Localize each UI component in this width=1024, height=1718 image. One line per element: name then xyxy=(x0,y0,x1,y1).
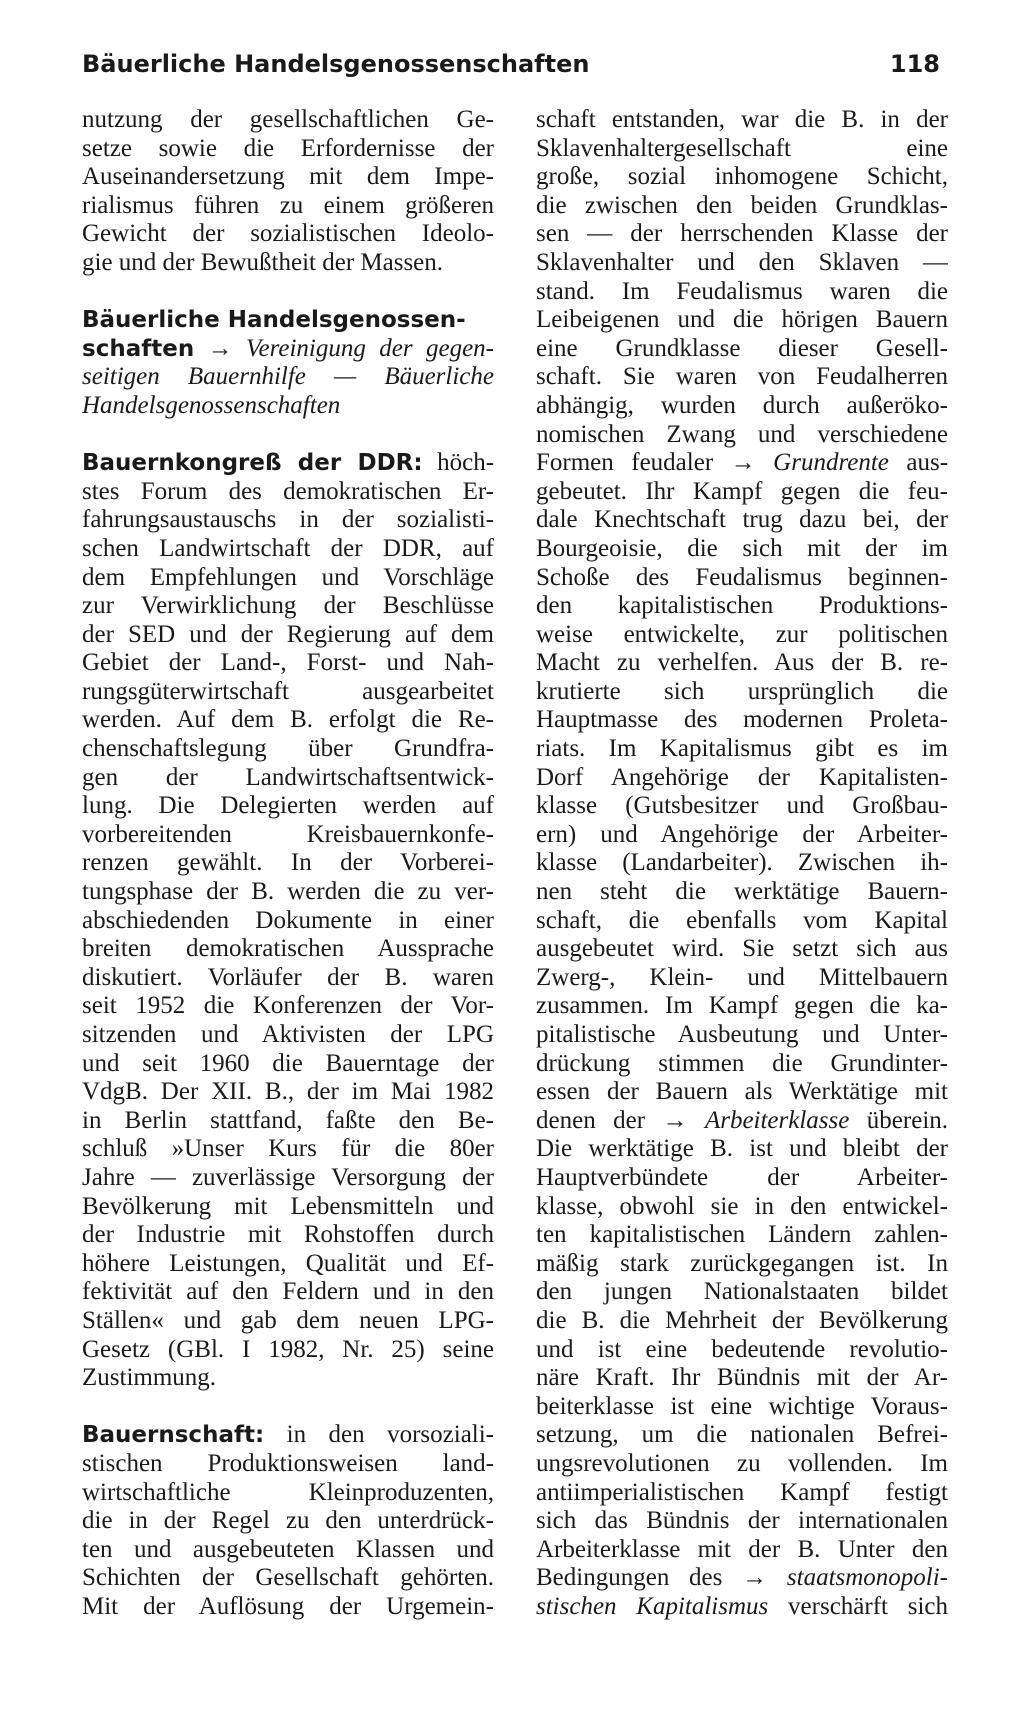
text-line xyxy=(536,1564,948,1593)
body-text: verschärft sich xyxy=(788,1592,948,1620)
text-line: eine Grundklasse dieser Gesell- xyxy=(536,334,948,362)
text-line: der SED und der Regierung auf dem xyxy=(82,620,494,648)
text-line: fektivität auf den Feldern und in den xyxy=(82,1278,494,1306)
text-line: sen — der herrschenden Klasse der xyxy=(536,220,948,248)
text-line: abschiedenden Dokumente in einer xyxy=(82,906,494,934)
text-line: weise entwickelte, zur politischen xyxy=(536,620,948,648)
text-line: näre Kraft. Ihr Bündnis mit der Ar- xyxy=(536,1364,948,1392)
cross-reference-arrow: → xyxy=(730,449,756,477)
text-line: Leibeigenen und die hörigen Bauern xyxy=(536,306,948,334)
text-line: chenschaftslegung über Grundfra- xyxy=(82,735,494,763)
text-line: rialismus führen zu einem größeren xyxy=(82,191,494,219)
text-line: Hauptverbündete der Arbeiter- xyxy=(536,1163,948,1191)
text-line: Dorf Angehörige der Kapitalisten- xyxy=(536,763,948,791)
text-line: mäßig stark zurückgegangen ist. In xyxy=(536,1249,948,1277)
text-line: drückung stimmen die Grundinter- xyxy=(536,1049,948,1077)
text-line: antiimperialistischen Kampf festigt xyxy=(536,1478,948,1506)
cross-reference-arrow: → xyxy=(207,334,233,362)
text-line: Schoße des Feudalismus beginnen- xyxy=(536,563,948,591)
text-line: in Berlin stattfand, faßte den Be- xyxy=(82,1106,494,1134)
body-text: Formen feudaler xyxy=(536,449,714,477)
entry-headword: Bauernkongreß der DDR: xyxy=(82,450,423,477)
entry-handelsgenossenschaften xyxy=(82,306,494,420)
text-line: dem Empfehlungen und Vorschläge xyxy=(82,563,494,591)
text-line: höhere Leistungen, Qualität und Ef- xyxy=(82,1249,494,1277)
text-line: lung. Die Delegierten werden auf xyxy=(82,792,494,820)
text-line: Mit der Auflösung der Urgemein- xyxy=(82,1592,494,1620)
text-line: Hauptmasse des modernen Proleta- xyxy=(536,706,948,734)
text-line: große, sozial inhomogene Schicht, xyxy=(536,163,948,191)
text-line: VdgB. Der XII. B., der im Mai 1982 xyxy=(82,1078,494,1106)
text-line: Bevölkerung mit Lebensmitteln und xyxy=(82,1192,494,1220)
body-text: höch- xyxy=(437,449,494,477)
text-line: seit 1952 die Konferenzen der Vor- xyxy=(82,992,494,1020)
text-line: zur Verwirklichung der Beschlüsse xyxy=(82,592,494,620)
text-line: stand. Im Feudalismus waren die xyxy=(536,277,948,305)
entry-headword: Bäuerliche Handelsgenossen- xyxy=(82,307,466,334)
text-line: Sklavenhalter und den Sklaven — xyxy=(536,248,948,276)
text-line: und ist eine bedeutende revolutio- xyxy=(536,1335,948,1363)
running-title: Bäuerliche Handelsgenossenschaften xyxy=(82,50,590,78)
text-line: sich das Bündnis der internationalen xyxy=(536,1507,948,1535)
text-line: klasse (Gutsbesitzer und Großbau- xyxy=(536,792,948,820)
cross-reference-link[interactable]: Grundrente xyxy=(773,449,889,477)
text-line: dale Knechtschaft trug dazu bei, der xyxy=(536,506,948,534)
text-line: stischen Produktionsweisen land- xyxy=(82,1449,494,1477)
text-line: nomischen Zwang und verschiedene xyxy=(536,420,948,448)
text-line: schaft, die ebenfalls vom Kapital xyxy=(536,906,948,934)
text-line: schaft entstanden, war die B. in der xyxy=(536,106,948,133)
cross-reference-link[interactable]: Handelsgenossenschaften xyxy=(82,391,341,419)
cross-reference-link[interactable]: Vereinigung der gegen- xyxy=(245,334,494,362)
text-line: pitalistische Ausbeutung und Unter- xyxy=(536,1021,948,1048)
text-line: ausgebeutet wird. Sie setzt sich aus xyxy=(536,935,948,963)
text-line: breiten demokratischen Aussprache xyxy=(82,935,494,963)
text-line: Jahre — zuverlässige Versorgung der xyxy=(82,1163,494,1191)
text-line: und seit 1960 die Bauerntage der xyxy=(82,1049,494,1077)
entry-bauernkongress xyxy=(82,449,494,1393)
paragraph-gap xyxy=(82,1393,494,1422)
text-line: sitzenden und Aktivisten der LPG xyxy=(82,1021,494,1048)
text-line: nutzung der gesellschaftlichen Ge- xyxy=(82,106,494,133)
text-line: ungsrevolutionen zu vollenden. Im xyxy=(536,1449,948,1477)
cross-reference-link[interactable]: stischen Kapitalismus xyxy=(536,1592,769,1620)
text-line: zusammen. Im Kampf gegen die ka- xyxy=(536,992,948,1020)
text-line: Arbeiterklasse mit der B. Unter den xyxy=(536,1535,948,1563)
text-line: klasse (Landarbeiter). Zwischen ih- xyxy=(536,849,948,877)
text-line: setzung, um die nationalen Befrei- xyxy=(536,1421,948,1449)
text-line: gie und der Bewußtheit der Massen. xyxy=(82,248,444,276)
page-number: 118 xyxy=(889,50,940,78)
text-line xyxy=(82,306,494,335)
text-line: schluß »Unser Kurs für die 80er xyxy=(82,1135,494,1163)
text-line xyxy=(536,1593,948,1622)
text-line: gebeutet. Ihr Kampf gegen die feu- xyxy=(536,477,948,505)
text-line: stes Forum des demokratischen Er- xyxy=(82,477,494,505)
text-line: die B. die Mehrheit der Bevölkerung xyxy=(536,1306,948,1334)
text-line: fahrungsaustauschs in der sozialisti- xyxy=(82,506,494,534)
cross-reference-arrow: → xyxy=(662,1106,688,1134)
text-line: beiterklasse ist eine wichtige Voraus- xyxy=(536,1392,948,1420)
text-line: werden. Auf dem B. erfolgt die Re- xyxy=(82,706,494,734)
text-line: tungsphase der B. werden die zu ver- xyxy=(82,878,494,906)
text-line: vorbereitenden Kreisbauernkonfe- xyxy=(82,820,494,848)
text-line xyxy=(82,449,494,478)
text-line: ten kapitalistischen Ländern zahlen- xyxy=(536,1221,948,1249)
text-line: setze sowie die Erfordernisse der xyxy=(82,134,494,162)
paragraph-gap xyxy=(82,278,494,307)
body-text: denen der xyxy=(536,1106,646,1134)
text-line xyxy=(536,449,948,478)
text-line: Sklavenhaltergesellschaft eine xyxy=(536,134,948,162)
paragraph-gap xyxy=(82,421,494,450)
continuation-paragraph xyxy=(82,106,494,278)
text-line xyxy=(82,1421,494,1450)
text-line: Gebiet der Land-, Forst- und Nah- xyxy=(82,649,494,677)
entry-headword: Bauernschaft: xyxy=(82,1422,265,1449)
cross-reference-link[interactable]: staatsmonopoli- xyxy=(786,1564,948,1592)
text-line: Gewicht der sozialistischen Ideolo- xyxy=(82,220,494,248)
text-line: ten und ausgebeuteten Klassen und xyxy=(82,1535,494,1563)
text-line: nen steht die werktätige Bauern- xyxy=(536,878,948,906)
running-head xyxy=(82,50,940,90)
text-line: Schichten der Gesellschaft gehörten. xyxy=(82,1564,494,1592)
text-line: Gesetz (GBl. I 1982, Nr. 25) seine xyxy=(82,1335,494,1363)
body-text: aus- xyxy=(906,449,948,477)
text-line: den kapitalistischen Produktions- xyxy=(536,592,948,620)
text-line: schen Landwirtschaft der DDR, auf xyxy=(82,534,494,562)
text-line: klasse, obwohl sie in den entwickel- xyxy=(536,1192,948,1220)
text-line: diskutiert. Vorläufer der B. waren xyxy=(82,963,494,991)
text-line: rungsgüterwirtschaft ausgearbeitet xyxy=(82,677,494,705)
text-line: ern) und Angehörige der Arbeiter- xyxy=(536,820,948,848)
text-line: schaft. Sie waren von Feudalherren xyxy=(536,363,948,391)
entry-headword: schaften xyxy=(82,335,195,362)
text-line: wirtschaftliche Kleinproduzenten, xyxy=(82,1478,494,1506)
cross-reference-link[interactable]: Arbeiterklasse xyxy=(704,1106,850,1134)
text-line xyxy=(82,335,494,364)
text-line: abhängig, wurden durch außeröko- xyxy=(536,391,948,419)
cross-reference-link[interactable]: seitigen Bauernhilfe — Bäuerliche xyxy=(82,363,494,391)
text-line: Auseinandersetzung mit dem Impe- xyxy=(82,163,494,191)
text-line: Macht zu verhelfen. Aus der B. re- xyxy=(536,649,948,677)
left-column xyxy=(82,106,494,1621)
body-text: überein. xyxy=(866,1106,948,1134)
text-line: krutierte sich ursprünglich die xyxy=(536,677,948,705)
body-text: in den vorsoziali- xyxy=(286,1421,494,1449)
text-line: den jungen Nationalstaaten bildet xyxy=(536,1278,948,1306)
text-line: Zwerg-, Klein- und Mittelbauern xyxy=(536,963,948,991)
text-line: riats. Im Kapitalismus gibt es im xyxy=(536,735,948,763)
text-line: essen der Bauern als Werktätige mit xyxy=(536,1078,948,1106)
text-line: Bourgeoisie, die sich mit der im xyxy=(536,534,948,562)
body-text: Bedingungen des xyxy=(536,1564,723,1592)
right-column xyxy=(536,106,948,1621)
text-line: Zustimmung. xyxy=(82,1364,217,1392)
text-line: gen der Landwirtschaftsentwick- xyxy=(82,763,494,791)
text-line: der Industrie mit Rohstoffen durch xyxy=(82,1221,494,1249)
text-line: die zwischen den beiden Grundklas- xyxy=(536,191,948,219)
text-line: Die werktätige B. ist und bleibt der xyxy=(536,1135,948,1163)
text-line: die in der Regel zu den unterdrück- xyxy=(82,1507,494,1535)
text-line: Ställen« und gab dem neuen LPG- xyxy=(82,1306,494,1334)
entry-bauernschaft xyxy=(82,1421,494,1621)
text-line xyxy=(536,1107,948,1136)
text-line: renzen gewählt. In der Vorberei- xyxy=(82,849,494,877)
cross-reference-arrow: → xyxy=(742,1564,768,1592)
